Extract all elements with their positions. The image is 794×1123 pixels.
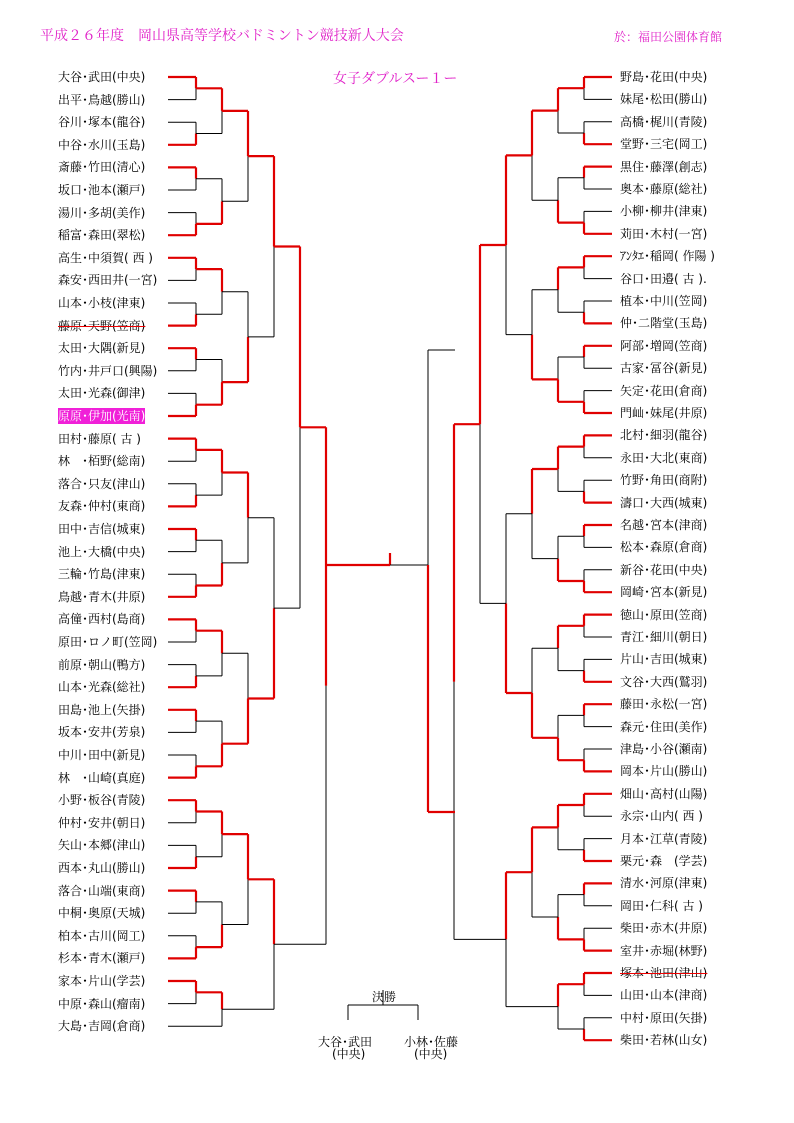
entry-right_entries-40: 塚本･池田(津山) [620,966,708,980]
entry-right_entries-24: 徳山･原田(笠商) [620,607,708,622]
entry-left_entries-42: 大島･吉岡(倉商) [58,1019,146,1034]
entry-right_entries-26: 片山･吉田(城東) [620,652,708,667]
entry-right_entries-23: 岡崎･宮本(新見) [620,585,708,600]
entry-left_entries-28: 田島･池上(矢掛) [58,702,146,717]
entry-right_entries-33: 永宗･山内( 西 ) [620,809,703,824]
entry-left_entries-18: 落合･只友(津山) [58,476,146,491]
entry-left_entries-37: 中桐･奥原(天城) [58,906,146,921]
entry-left_entries-23: 鳥越･青木(井原) [58,589,146,604]
entry-right_entries-16: 北村･細羽(龍谷) [620,428,708,443]
entry-right_entries-31: 岡本･片山(勝山) [620,764,708,779]
entry-right_entries-4: 黒住･藤澤(創志) [620,159,708,174]
venue-label: 於：福田公園体育館 [614,30,723,44]
right-finalist-names: 小林･佐藤 [404,1035,459,1049]
entry-left_entries-8: 高生･中須賀( 西 ) [58,250,153,265]
entry-right_entries-43: 柴田･若林(山女) [620,1033,708,1048]
entry-left_entries-27: 山本･光森(総社) [58,680,146,695]
right-finalist-school: (中央) [414,1047,448,1061]
entry-right_entries-17: 永田･大北(東商) [620,450,708,465]
entry-right_entries-14: 矢定･花田(倉商) [620,383,708,398]
entry-right_entries-8: ｱﾝﾀｴ･稲岡( 作陽 ) [620,249,715,264]
entry-right_entries-27: 文谷･大西(鷲羽) [620,674,708,689]
entry-right_entries-36: 清水･河原(津東) [620,876,708,891]
entry-right_entries-41: 山田･山本(津商) [620,988,708,1003]
entry-left_entries-1: 出平･鳥越(勝山) [58,92,146,107]
entry-right_entries-2: 高橋･梶川(青陵) [620,114,708,129]
tournament-title: 平成２６年度 岡山県高等学校バドミントン競技新人大会 [40,28,404,44]
entry-left_entries-35: 西本･丸山(勝山) [58,861,146,875]
entry-right_entries-21: 松本･森原(倉商) [620,540,708,555]
entry-left_entries-7: 稲富･森田(翠松) [58,228,146,243]
entry-right_entries-38: 柴田･赤木(井原) [620,921,708,936]
event-title: 女子ダブルスー１ー [333,71,458,87]
entry-left_entries-40: 家本･片山(学芸) [58,974,146,988]
entry-left_entries-12: 太田･大隅(新見) [58,341,146,356]
entry-left_entries-25: 原田･ロノ町(笠岡) [58,635,158,649]
entry-right_entries-1: 妹尾･松田(勝山) [620,92,708,107]
entry-right_entries-7: 苅田･木村(一宮) [620,226,708,241]
entry-left_entries-24: 高僮･西村(島商) [58,612,146,627]
entry-left_entries-39: 杉本･青木(瀬戸) [58,951,146,966]
entry-left_entries-36: 落合･山端(東商) [58,883,146,898]
entry-left_entries-2: 谷川･塚本(龍谷) [58,115,146,130]
entry-left_entries-14: 太田･光森(御津) [58,386,146,401]
entry-right_entries-28: 藤田･永松(一宮) [620,697,708,712]
entry-left_entries-19: 友森･仲村(東商) [58,499,146,514]
entry-left_entries-21: 池上･大橋(中央) [58,544,146,559]
entry-left_entries-0: 大谷･武田(中央) [58,70,146,84]
entry-right_entries-0: 野島･花田(中央) [620,70,708,84]
entry-right_entries-11: 仲･二階堂(玉島) [620,316,708,331]
entry-left_entries-33: 仲村･安井(朝日) [58,815,146,830]
entry-right_entries-15: 門屾･妹尾(井原) [620,406,708,420]
final-label: 決勝 [372,990,397,1004]
entry-right_entries-35: 栗元･森 (学芸) [620,854,708,868]
entry-left_entries-38: 柏本･古川(岡工) [58,928,146,943]
entry-left_entries-32: 小野･板谷(青陵) [58,793,146,808]
entry-right_entries-37: 岡田･仁科( 古 ) [620,898,703,913]
entry-right_entries-12: 阿部･増岡(笠商) [620,338,708,353]
entry-left_entries-6: 湯川･多胡(美作) [58,205,146,220]
entry-right_entries-5: 奥本･藤原(総社) [620,182,708,196]
entry-left_entries-3: 中谷･水川(玉島) [58,137,146,152]
entry-left_entries-15: 原原･伊加(光南) [58,409,146,423]
entry-left_entries-22: 三輪･竹島(津東) [58,567,146,582]
entry-right_entries-22: 新谷･花田(中央) [620,562,708,577]
entry-left_entries-16: 田村･藤原( 古 ) [58,431,141,446]
entry-left_entries-41: 中原･森山(瘤南) [58,996,146,1011]
entry-right_entries-34: 月本･江草(青陵) [620,831,708,846]
entry-right_entries-25: 青江･細川(朝日) [620,630,708,644]
entry-left_entries-20: 田中･吉信(城東) [58,522,146,536]
entry-right_entries-9: 谷口･田邉( 古 ). [620,271,707,286]
entry-right_entries-39: 室井･赤堀(林野) [620,943,708,958]
entry-left_entries-13: 竹内･井戸口(興陽) [58,363,158,378]
entry-left_entries-17: 林 ･栢野(総南) [58,454,146,469]
entry-right_entries-6: 小柳･柳井(津東) [620,204,708,219]
entry-right_entries-3: 堂野･三宅(岡工) [620,137,708,152]
entry-right_entries-10: 植本･中川(笠岡) [620,294,708,308]
entry-left_entries-9: 森安･西田井(一宮) [58,273,158,288]
entry-left_entries-30: 中川･田中(新見) [58,748,146,762]
entry-right_entries-29: 森元･住田(美作) [620,719,708,734]
left-finalist-school: (中央) [332,1047,366,1061]
entry-left_entries-4: 斎藤･竹田(清心) [58,160,146,175]
entry-right_entries-13: 古家･冨谷(新見) [620,361,708,376]
entry-left_entries-34: 矢山･本郷(津山) [58,838,146,853]
entry-left_entries-31: 林 ･山崎(真庭) [58,770,146,785]
entry-left_entries-26: 前原･朝山(鴨方) [58,657,146,672]
entry-left_entries-10: 山本･小枝(津東) [58,296,146,310]
entry-left_entries-29: 坂本･安井(芳泉) [58,725,146,740]
entry-right_entries-42: 中村･原田(矢掛) [620,1010,708,1025]
entry-right_entries-20: 名越･宮本(津商) [620,518,708,532]
left-finalist-names: 大谷･武田 [318,1035,373,1049]
entry-right_entries-32: 畑山･高村(山陽) [620,786,708,801]
entry-right_entries-19: 濤口･大西(城東) [620,495,708,510]
entry-right_entries-30: 津島･小谷(瀬南) [620,742,708,756]
entry-right_entries-18: 竹野･角田(商附) [620,473,708,488]
entry-left_entries-11: 藤原･天野(笠商) [58,318,146,333]
entry-left_entries-5: 坂口･池本(瀬戸) [58,183,146,197]
